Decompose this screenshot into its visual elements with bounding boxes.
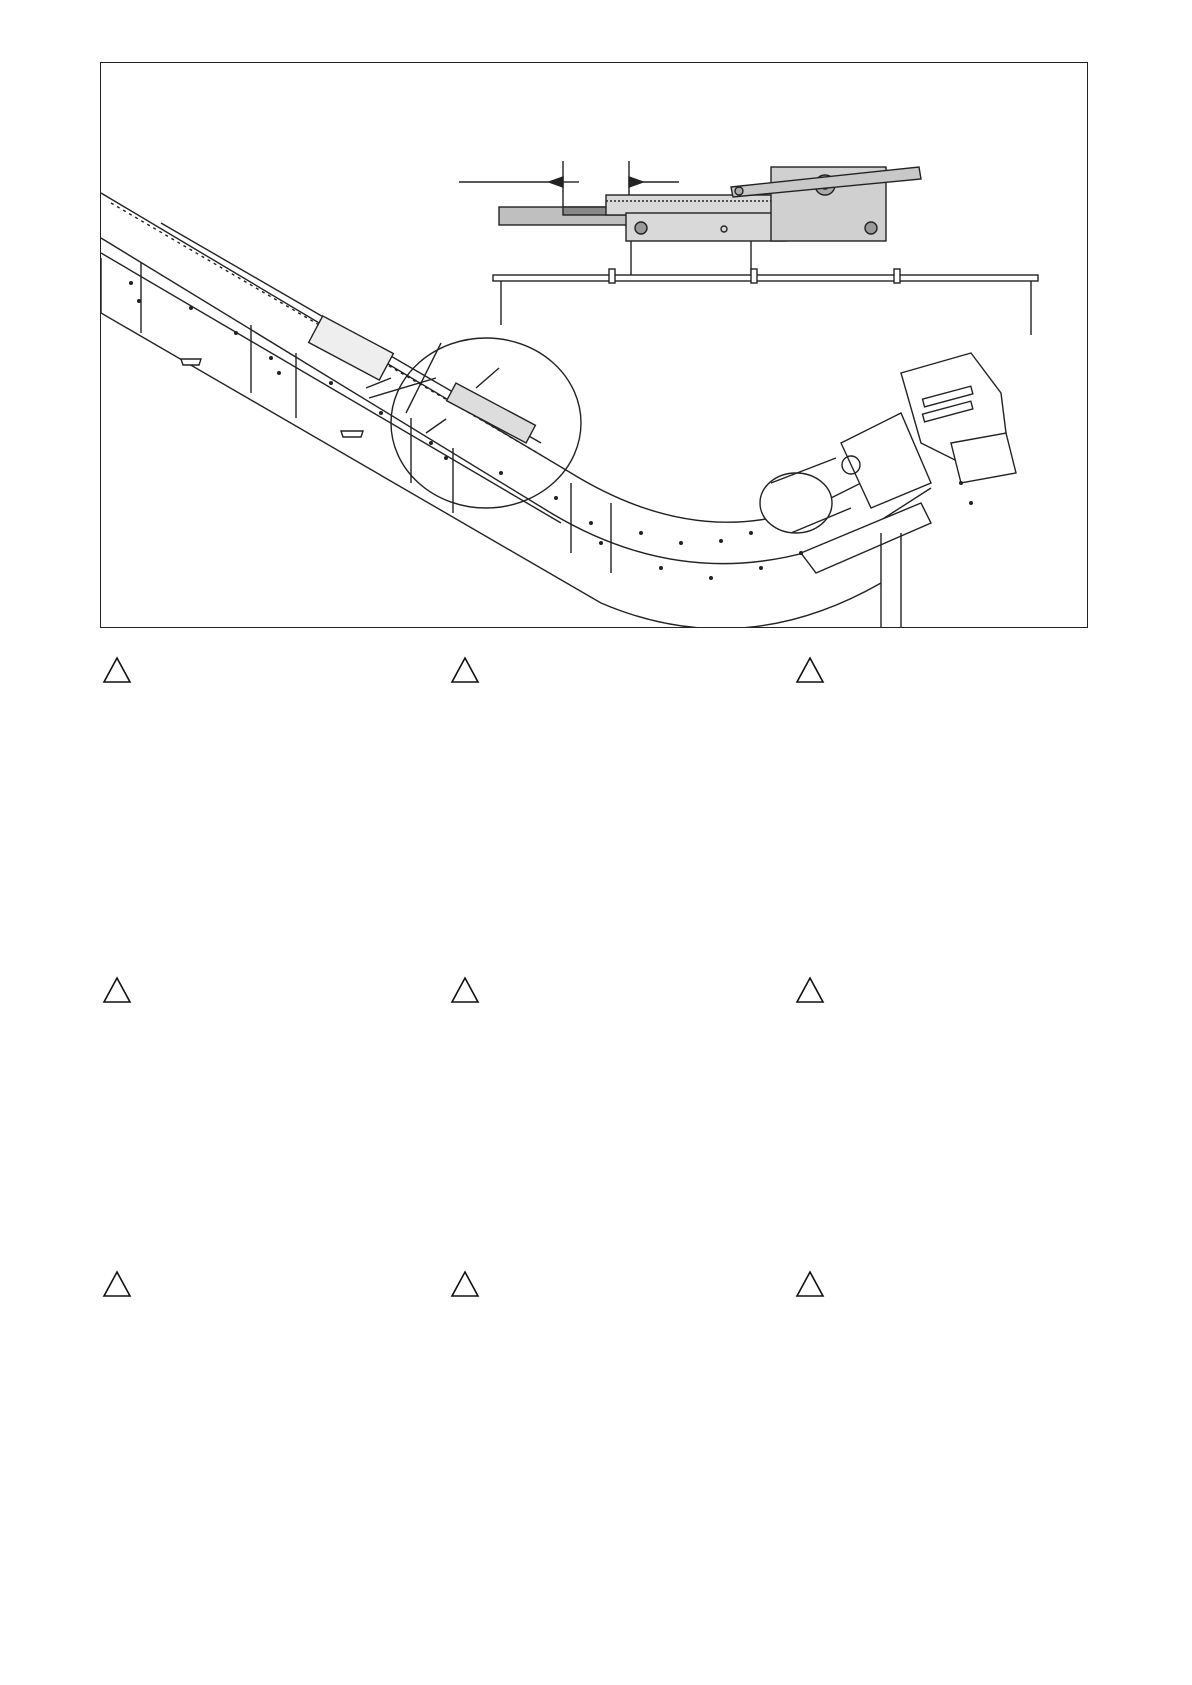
drive-unit	[760, 353, 1016, 628]
warning-triangle-icon	[795, 1270, 825, 1298]
tensioner-rail	[499, 195, 791, 241]
technical-drawing-figure	[100, 62, 1088, 628]
warning-triangle-icon	[795, 976, 825, 1004]
warning-triangle-icon	[102, 1270, 132, 1298]
warning-triangle-icon	[102, 656, 132, 684]
warning-triangle-icon	[450, 656, 480, 684]
conveyor-drawing	[101, 63, 1088, 628]
warning-triangle-icon	[450, 1270, 480, 1298]
warning-triangle-icon	[450, 976, 480, 1004]
conveyor-trough	[101, 193, 931, 628]
support-plate	[493, 241, 1038, 335]
detail-circle	[309, 316, 581, 508]
warning-triangle-icon	[795, 656, 825, 684]
conveyor-feet	[181, 359, 363, 437]
warning-triangle-icon	[102, 976, 132, 1004]
